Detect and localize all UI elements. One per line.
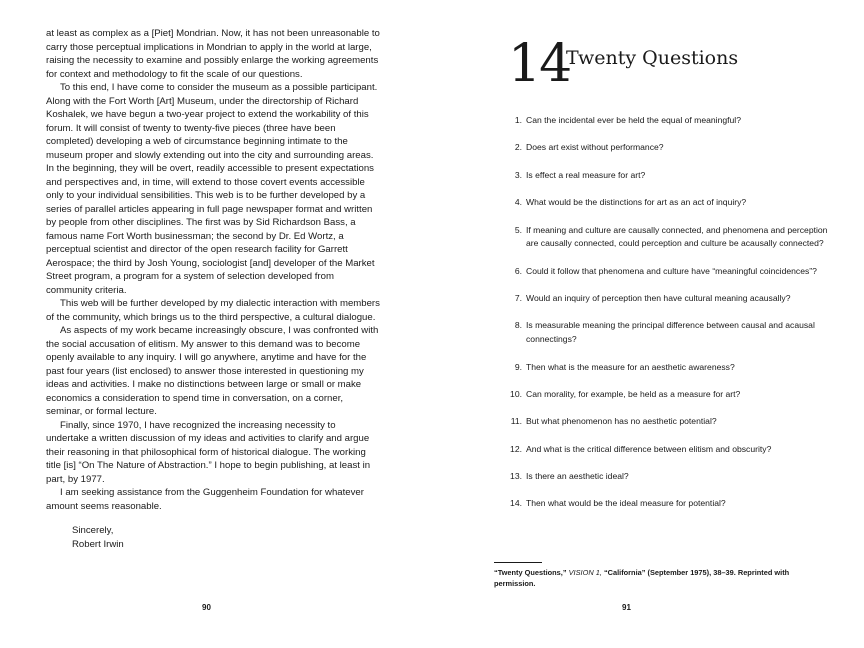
paragraph: As aspects of my work became increasingly obscure, I was confronted with the social accusation of elitism. My answer to this demand was to become openly available to any inquiry. I will go anywhere, anytime and have for the past four years (list enclosed) to answer those interested in questioning my ideas and activities. I make no distinctions between large or small or make economics a consideration to spend time in conversation, on a corner, seminar, or formal lecture.: [46, 325, 379, 417]
question-text: Is measurable meaning the principal difference between causal and acausal connectings?: [526, 320, 815, 345]
question-number: 3.: [514, 169, 522, 180]
question-text: Can the incidental ever be held the equal of meaningful?: [526, 115, 741, 125]
chapter-number: 14: [508, 34, 571, 94]
list-item: [509, 361, 829, 375]
question-number: 1.: [514, 115, 522, 125]
list-item: [509, 388, 829, 402]
paragraph: at least as complex as a [Piet] Mondrian. Now, it has not been unreasonable to carry those perceptual implications in Mondrian to apply in the world at large, raising the necessity to examine and possibly enlarge the working agreements for context and methodology to fit the scale of our questions.: [46, 28, 380, 80]
question-number: 9.: [514, 361, 522, 372]
list-item: [509, 141, 829, 155]
letter-body: [46, 27, 380, 551]
closing: Sincerely,: [72, 525, 114, 536]
question-number: 13.: [510, 471, 522, 482]
question-number: 12.: [510, 443, 522, 454]
questions-list: [509, 114, 829, 525]
question-number: 7.: [514, 293, 522, 304]
paragraph: Finally, since 1970, I have recognized the increasing necessity to undertake a written discussion of my ideas and activities to clarify and argue their reasoning in that philosophical form of historical dialogue. The working title [is] “On The Nature of Abstraction.” I hope to begin publishing, at least in part, by 1977.: [46, 419, 371, 485]
question-text: What would be the distinctions for art as an act of inquiry?: [526, 197, 747, 208]
list-item: [509, 224, 829, 251]
question-number: 8.: [514, 320, 522, 331]
page-number-right: 91: [622, 603, 631, 612]
list-item: [509, 196, 829, 210]
question-number: 6.: [514, 265, 522, 276]
question-text: Is there an aesthetic ideal?: [526, 471, 629, 482]
footnote-rest: “California” (September 1975), 38–39. Reprinted with permission.: [494, 568, 790, 588]
question-text: Is effect a real measure for art?: [526, 169, 646, 180]
question-text: Would an inquiry of perception then have cultural meaning acausally?: [526, 293, 791, 304]
question-number: 2.: [514, 142, 522, 153]
question-number: 5.: [514, 224, 522, 235]
chapter-title: Twenty Questions: [566, 47, 739, 69]
list-item: [509, 319, 829, 346]
paragraph: To this end, I have come to consider the museum as a possible participant. Along with the Fort Worth [Art] Museum, under the directorship of Richard Koshalek, we have begun a two-year project to extend the workability of this forum. It will consist of twenty to twenty-five pieces (three have been completed) developing a web of circumstance beginning intimate to the museum proper and slowly extending out into the city and surrounding areas. In the beginning, they will be overt, readily accessible to present expectations and perspectives and, in time, will extend to those covert events accessible only to your individual sensibilities. This web is to be further developed by a series of parallel articles appearing in full page newspaper format and written by people from other disciplines. The first was by Sid Richardson Bass, a famous name Fort Worth businessman; the second by Dr. Ed Wortz, a perceptual scientist and director of the open research facility for Garrett Aerospace; the third by Josh Young, sociologist [and] developer of the Market Street program, a program for a system of selection developed from community criteria.: [46, 82, 378, 296]
list-item: [509, 169, 829, 183]
footnote-journal: VISION 1,: [568, 568, 602, 577]
list-item: [509, 443, 829, 457]
question-text: And what is the critical difference between elitism and obscurity?: [526, 443, 772, 454]
list-item: [509, 265, 829, 279]
list-item: [509, 292, 829, 306]
page-number-left: 90: [202, 603, 211, 612]
question-text: Then what would be the ideal measure for potential?: [526, 498, 726, 509]
question-number: 14.: [510, 498, 522, 509]
footnote-divider: [494, 562, 542, 563]
list-item: [509, 470, 829, 484]
question-text: Then what is the measure for an aesthetic awareness?: [526, 361, 735, 372]
question-number: 10.: [510, 388, 522, 399]
question-number: 4.: [514, 197, 522, 208]
list-item: [509, 497, 829, 511]
list-item: [509, 415, 829, 429]
source-footnote: [494, 568, 824, 589]
paragraph: I am seeking assistance from the Guggenheim Foundation for whatever amount seems reasonable.: [46, 487, 364, 512]
question-text: Does art exist without performance?: [526, 142, 664, 153]
question-text: Can morality, for example, be held as a measure for art?: [526, 388, 741, 399]
list-item: [509, 114, 829, 128]
paragraph: This web will be further developed by my dialectic interaction with members of the community, which brings us to the third perspective, a cultural dialogue.: [46, 298, 380, 323]
letter-signoff: [46, 524, 380, 551]
footnote-lead: “Twenty Questions,”: [494, 568, 567, 577]
right-page: [432, 0, 864, 648]
question-number: 11.: [510, 416, 522, 427]
question-text: Could it follow that phenomena and culture have “meaningful coincidences”?: [526, 265, 817, 276]
question-text: But what phenomenon has no aesthetic potential?: [526, 416, 717, 427]
signature: Robert Irwin: [72, 538, 124, 550]
question-text: If meaning and culture are causally connected, and phenomena and perception are causally connected, could perception and culture be acausally connected?: [526, 224, 828, 249]
